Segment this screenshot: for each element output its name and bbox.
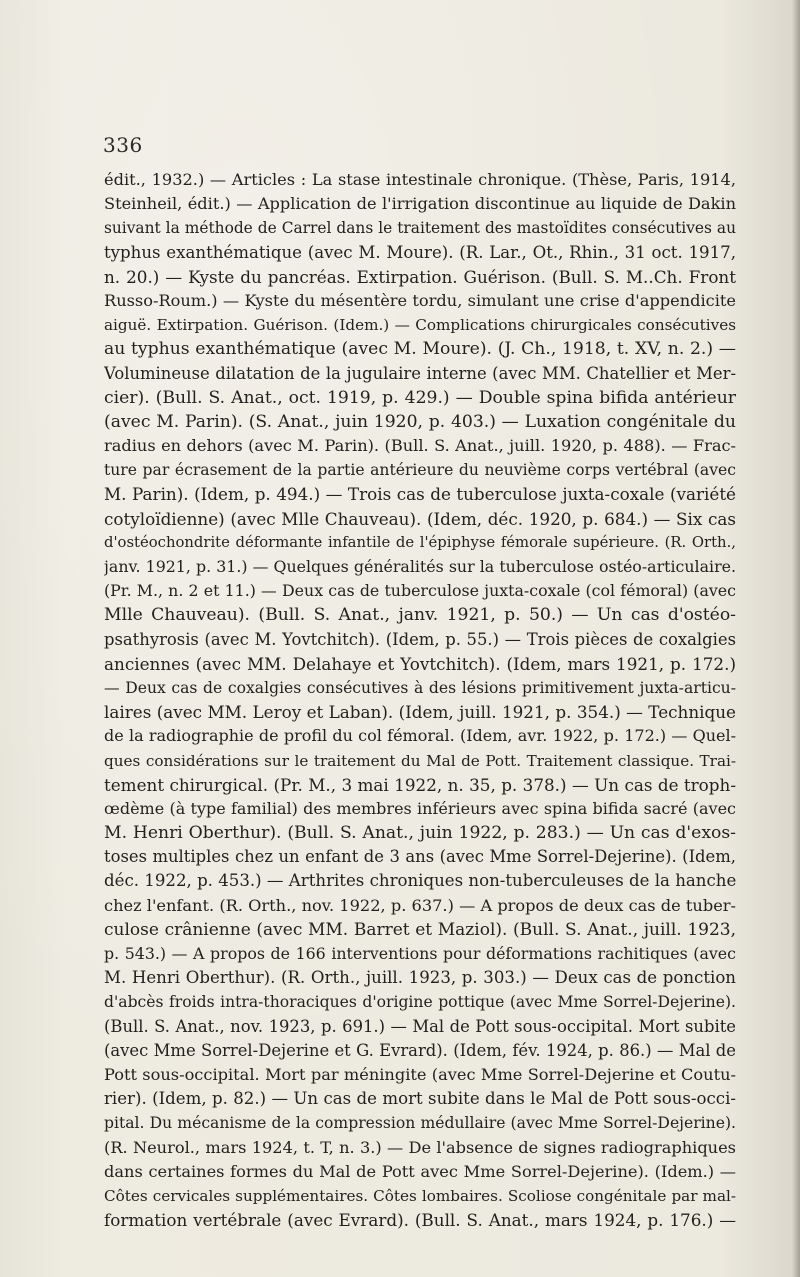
text-line: Mlle Chauveau). (Bull. S. Anat., janv. 1921, p. 50.) — Un cas d'ostéo- [104, 605, 736, 626]
text-line: rier). (Idem, p. 82.) — Un cas de mort subite dans le Mal de Pott sous-occi- [104, 1089, 736, 1109]
text-line: toses multiples chez un enfant de 3 ans (avec Mme Sorrel-Dejerine). (Idem, [104, 847, 736, 867]
text-line: Volumineuse dilatation de la jugulaire interne (avec MM. Chatellier et Mer- [104, 363, 736, 383]
text-line: œdème (à type familial) des membres inférieurs avec spina bifida sacré (avec [104, 798, 736, 818]
text-line: anciennes (avec MM. Delahaye et Yovtchitch). (Idem, mars 1921, p. 172.) [104, 653, 736, 674]
text-line: ture par écrasement de la partie antérieure du neuvième corps vertébral (avec [104, 461, 736, 480]
text-line: M. Henri Oberthur). (Bull. S. Anat., juin 1922, p. 283.) — Un cas d'exos- [104, 823, 736, 844]
page-edge-shadow [792, 0, 800, 1277]
text-line: chez l'enfant. (R. Orth., nov. 1922, p. 637.) — A propos de deux cas de tuber- [104, 895, 736, 915]
text-line: (Bull. S. Anat., nov. 1923, p. 691.) — Mal de Pott sous-occipital. Mort subite [104, 1016, 736, 1036]
text-line: psathyrosis (avec M. Yovtchitch). (Idem, p. 55.) — Trois pièces de coxalgies [104, 629, 736, 649]
text-line: aiguë. Extirpation. Guérison. (Idem.) — Complications chirurgicales consécutives [104, 316, 736, 335]
text-line: Pott sous-occipital. Mort par méningite (avec Mme Sorrel-Dejerine et Coutu- [104, 1064, 736, 1084]
text-line: (avec Mme Sorrel-Dejerine et G. Evrard). (Idem, fév. 1924, p. 86.) — Mal de [104, 1040, 736, 1060]
text-line: n. 20.) — Kyste du pancréas. Extirpation. Guérison. (Bull. S. M..Ch. Front [104, 266, 736, 287]
text-line: (avec M. Parin). (S. Anat., juin 1920, p. 403.) — Luxation congénitale du [104, 411, 736, 432]
text-line: au typhus exanthématique (avec M. Moure). (J. Ch., 1918, t. XV, n. 2.) — [104, 339, 736, 360]
text-line: de la radiographie de profil du col fémoral. (Idem, avr. 1922, p. 172.) — Quel- [104, 726, 736, 746]
text-line: cotyloïdienne) (avec Mlle Chauveau). (Idem, déc. 1920, p. 684.) — Six cas [104, 508, 736, 529]
text-line: déc. 1922, p. 453.) — Arthrites chroniques non-tuberculeuses de la hanche [104, 871, 736, 891]
text-line: radius en dehors (avec M. Parin). (Bull. S. Anat., juill. 1920, p. 488). — Frac- [104, 436, 736, 456]
text-line: tement chirurgical. (Pr. M., 3 mai 1922, n. 35, p. 378.) — Un cas de troph- [104, 774, 736, 795]
text-line: (R. Neurol., mars 1924, t. T, n. 3.) — De l'absence de signes radiographiques [104, 1137, 736, 1157]
text-line: p. 543.) — A propos de 166 interventions pour déformations rachitiques (avec [104, 944, 736, 963]
text-line: — Deux cas de coxalgies consécutives à des lésions primitivement juxta-articu- [104, 678, 736, 697]
text-line: M. Henri Oberthur). (R. Orth., juill. 1923, p. 303.) — Deux cas de ponction [104, 968, 736, 988]
page-number: 336 [103, 133, 143, 157]
text-line: janv. 1921, p. 31.) — Quelques généralités sur la tuberculose ostéo-articulaire. [104, 557, 736, 576]
text-line: ques considérations sur le traitement du Mal de Pott. Traitement classique. Trai- [104, 751, 736, 770]
text-line: laires (avec MM. Leroy et Laban). (Idem, juill. 1921, p. 354.) — Technique [104, 702, 736, 723]
text-line: typhus exanthématique (avec M. Moure). (R. Lar., Ot., Rhin., 31 oct. 1917, [104, 242, 736, 262]
text-line: d'abcès froids intra-thoraciques d'origine pottique (avec Mme Sorrel-Dejerine). [104, 993, 736, 1012]
text-line: d'ostéochondrite déformante infantile de l'épiphyse fémorale supérieure. (R. Orth., [104, 533, 736, 551]
text-line: Côtes cervicales supplémentaires. Côtes lombaires. Scoliose congénitale par mal- [104, 1186, 736, 1205]
bibliography-text [104, 168, 736, 1232]
text-line: (Pr. M., n. 2 et 11.) — Deux cas de tuberculose juxta-coxale (col fémoral) (avec [104, 581, 736, 601]
text-line: M. Parin). (Idem, p. 494.) — Trois cas de tuberculose juxta-coxale (variété [104, 484, 736, 505]
text-line: Russo-Roum.) — Kyste du mésentère tordu, simulant une crise d'appendicite [104, 290, 736, 310]
text-line: Steinheil, édit.) — Application de l'irrigation discontinue au liquide de Dakin [104, 194, 736, 214]
text-line: culose crânienne (avec MM. Barret et Maziol). (Bull. S. Anat., juill. 1923, [104, 919, 736, 940]
text-line: dans certaines formes du Mal de Pott avec Mme Sorrel-Dejerine). (Idem.) — [104, 1161, 736, 1181]
text-line: suivant la méthode de Carrel dans le traitement des mastoïdites consécutives au [104, 219, 736, 238]
text-line: pital. Du mécanisme de la compression médullaire (avec Mme Sorrel-Dejerine). [104, 1114, 736, 1133]
text-line: formation vertébrale (avec Evrard). (Bull. S. Anat., mars 1924, p. 176.) — [104, 1210, 736, 1231]
text-line: édit., 1932.) — Articles : La stase intestinale chronique. (Thèse, Paris, 1914, [104, 170, 736, 189]
text-line: cier). (Bull. S. Anat., oct. 1919, p. 429.) — Double spina bifida antérieur [104, 387, 736, 408]
